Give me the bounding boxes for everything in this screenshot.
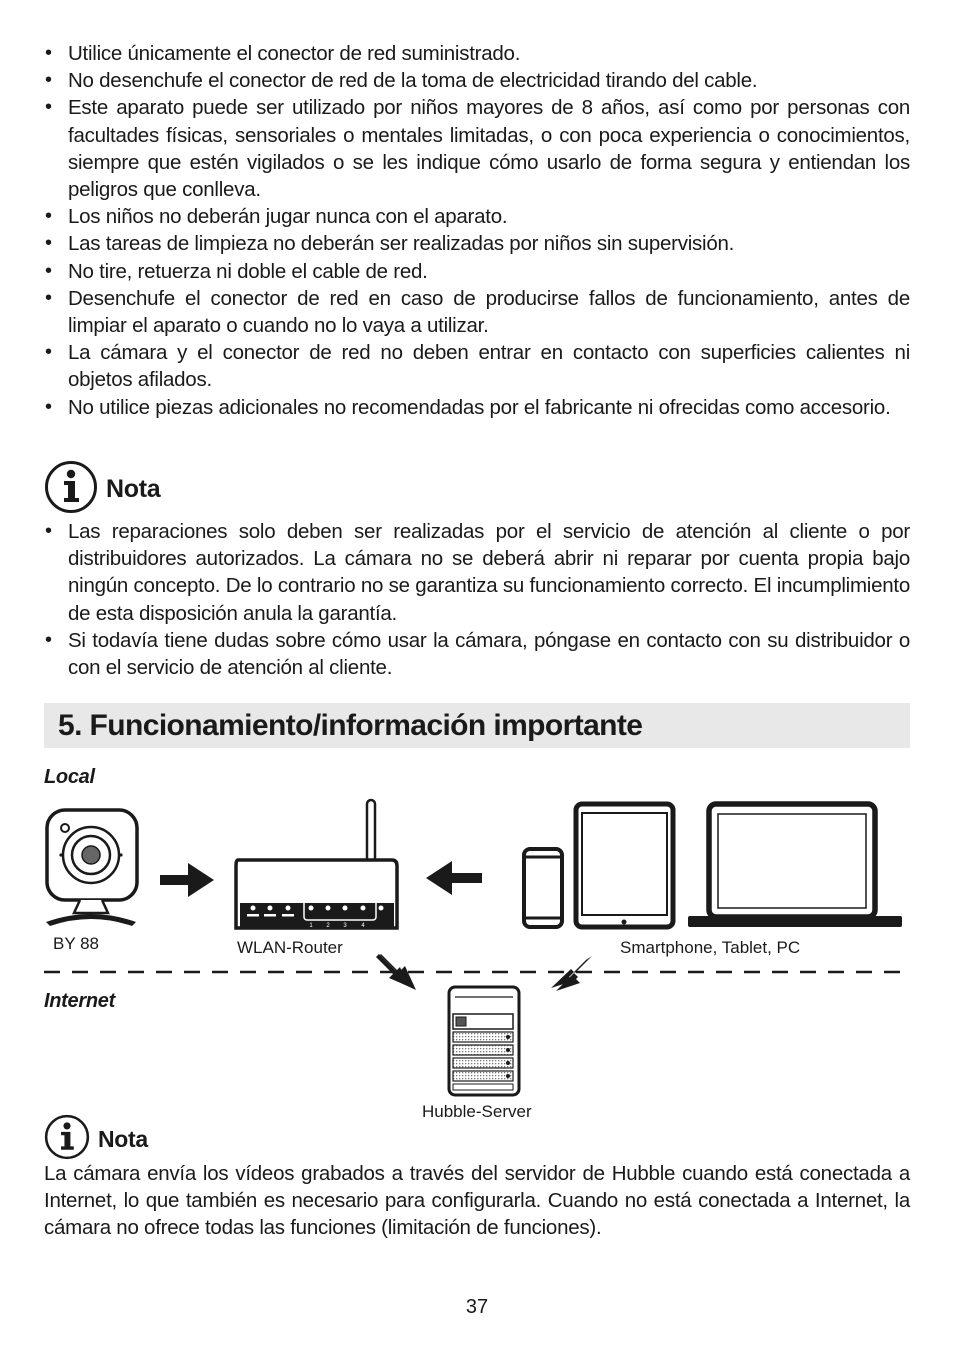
list-item: • Si todavía tiene dudas sobre cómo usar la cámara, póngase en contacto con su distribuidor o con el servicio de atención al cliente. <box>44 627 910 681</box>
zone-label-local: Local <box>44 766 95 788</box>
note-bullet-list <box>44 518 910 681</box>
list-item: • Las reparaciones solo deben ser realizadas por el servicio de atención al cliente o por distribuidores autorizados. La cámara no se deberá abrir ni reparar por cuenta propia bajo ningún concepto. De lo contrario no se garantiza su funcionamiento correcto. El incumplimiento de esta disposición anula la garantía. <box>44 518 910 627</box>
camera-icon <box>46 810 137 926</box>
devices-label: Smartphone, Tablet, PC <box>620 938 801 957</box>
safety-bullet-list <box>44 40 910 421</box>
laptop-icon <box>688 804 902 927</box>
list-item: • Utilice únicamente el conector de red suministrado. <box>44 40 910 67</box>
list-item: • No desenchufe el conector de red de la toma de electricidad tirando del cable. <box>44 67 910 94</box>
list-item: • No tire, retuerza ni doble el cable de red. <box>44 258 910 285</box>
router-port-label: 1 <box>309 923 313 929</box>
note-title: Nota <box>98 1126 148 1152</box>
router-label: WLAN-Router <box>237 938 343 957</box>
page-number: 37 <box>465 1296 489 1318</box>
server-icon <box>449 987 519 1095</box>
list-item: • Los niños no deberán jugar nunca con el aparato. <box>44 203 910 230</box>
smartphone-icon <box>524 849 562 927</box>
router-port-label: 3 <box>343 923 347 929</box>
section-title: 5. Funcionamiento/información importante <box>58 709 643 742</box>
router-port-label: 2 <box>326 923 330 929</box>
info-icon <box>44 460 98 519</box>
list-item: • Este aparato puede ser utilizado por niños mayores de 8 años, así como por personas con facultades físicas, sensoriales o mentales limitadas, o con poca experiencia o conocimientos, siempre que estén vigilados o se les indique cómo usarlo de forma segura y entiendan los peligros que conlleva. <box>44 94 910 203</box>
note-heading <box>44 1114 148 1165</box>
arrow-camera-to-router <box>160 863 214 897</box>
note-paragraph: La cámara envía los vídeos grabados a través del servidor de Hubble cuando está conectada a Internet, lo que también es necesario para configurarla. Cuando no está conectada a Internet, la cámara no ofrece todas las funciones (limitación de funciones). <box>44 1162 910 1240</box>
list-item: • Las tareas de limpieza no deberán ser realizadas por niños sin supervisión. <box>44 230 910 257</box>
note-title: Nota <box>106 475 161 503</box>
server-label: Hubble-Server <box>422 1102 532 1121</box>
list-item: • La cámara y el conector de red no deben entrar en contacto con superficies calientes ni objetos afilados. <box>44 339 910 393</box>
camera-label: BY 88 <box>53 934 100 953</box>
info-icon <box>44 1114 90 1165</box>
network-diagram <box>0 760 954 1130</box>
tablet-icon <box>576 804 673 927</box>
zone-label-internet: Internet <box>44 990 115 1012</box>
router-port-label: 4 <box>361 923 365 929</box>
list-item: • Desenchufe el conector de red en caso de producirse fallos de funcionamiento, antes de limpiar el aparato o cuando no lo vaya a utilizar. <box>44 285 910 339</box>
arrow-devices-to-router <box>426 861 482 895</box>
section-header <box>44 703 910 748</box>
router-icon <box>236 800 397 929</box>
note-heading <box>44 460 160 519</box>
list-item: • No utilice piezas adicionales no recomendadas por el fabricante ni ofrecidas como accesorio. <box>44 394 910 421</box>
